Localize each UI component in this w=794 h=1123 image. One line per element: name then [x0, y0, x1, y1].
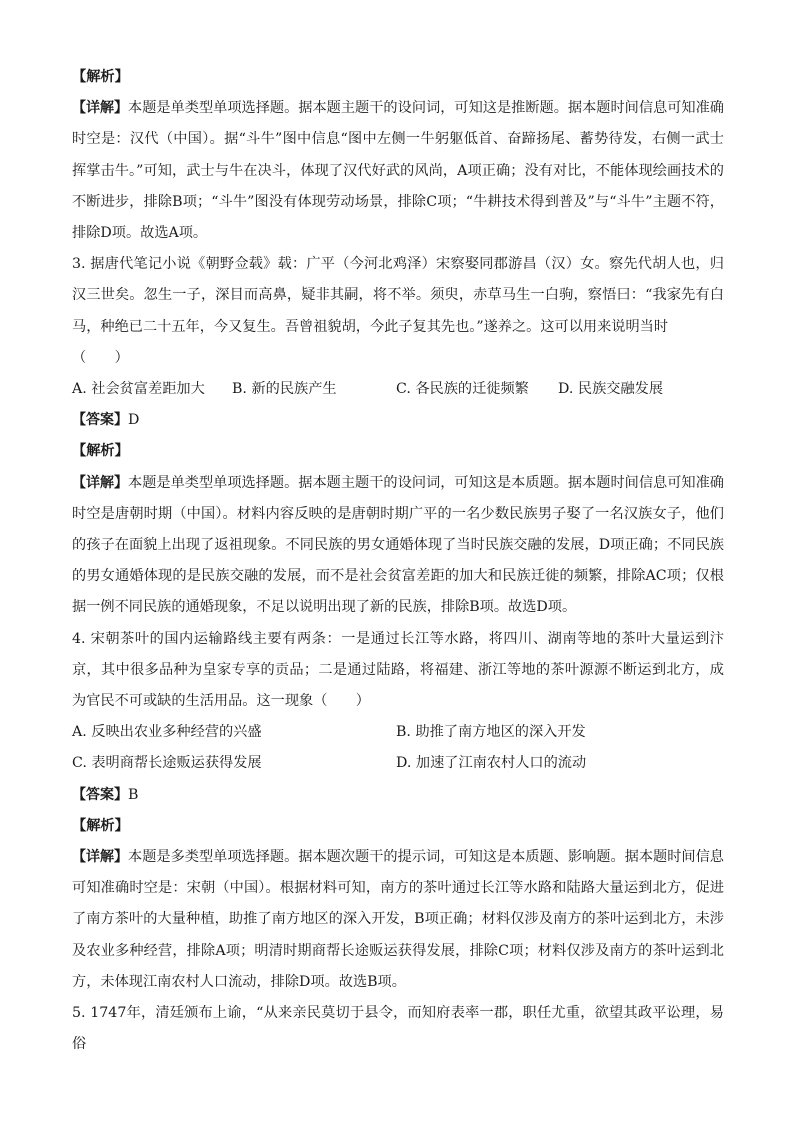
- q3-option-a: A. 社会贫富差距加大: [72, 381, 205, 397]
- detail-label: 【详解】: [72, 100, 129, 117]
- q4-options: [72, 717, 724, 779]
- q3-answer-parentheses: （ ）: [72, 349, 129, 366]
- q4-answer: [72, 780, 724, 811]
- answer-label: 【答案】: [72, 412, 128, 429]
- detail-label: 【详解】: [72, 848, 129, 865]
- q4-option-b: B. 助推了南方地区的深入开发: [396, 724, 586, 741]
- q4-option-c: C. 表明商帮长途贩运获得发展: [72, 755, 262, 772]
- analysis-label: 【解析】: [72, 443, 129, 460]
- q4-detail: [72, 842, 724, 998]
- q4-option-a: A. 反映出农业多种经营的兴盛: [72, 724, 262, 741]
- q3-detail-text: 本题是单类型单项选择题。据本题主题干的设问词，可知这是本质题。据本题时间信息可知准确时空是唐朝时期（中国）。材料内容反映的是唐朝时期广平的一名少数民族男子娶了一名汉族女子，他们的孩子在面貌上出现了返祖现象。不同民族的男女通婚体现了当时民族交融的发展，D项正确；不同民族的男女通婚体现的是民族交融的发展，而不是社会贫富差距的加大和民族迁徙的频繁，排除AC项；仅根据一例不同民族的通婚现象，不足以说明出现了新的民族，排除B项。故选D项。: [72, 474, 724, 616]
- q3-answer-value: D: [128, 412, 140, 429]
- detail-label: 【详解】: [72, 474, 129, 491]
- q2-detail: [72, 93, 724, 249]
- answer-label: 【答案】: [72, 786, 128, 803]
- q3-stem: 3. 据唐代笔记小说《朝野佥载》载：广平（今河北鸡泽）宋察娶同郡游昌（汉）女。察先代胡人也，归汉三世矣。忽生一子，深目而高鼻，疑非其嗣，将不举。须臾，赤草马生一白驹，察悟曰：“我家先有白马，种绝已二十五年，今又复生。吾曾祖貌胡，今此子复其先也。”遂养之。这可以用来说明当时: [72, 256, 724, 335]
- q3-option-d: D. 民族交融发展: [558, 381, 664, 397]
- document-page: [72, 62, 724, 1060]
- q3-option-b: B. 新的民族产生: [232, 381, 337, 397]
- q4-answer-value: B: [128, 786, 139, 803]
- q3-options: [72, 374, 724, 405]
- analysis-label: 【解析】: [72, 69, 129, 85]
- analysis-label: 【解析】: [72, 817, 129, 834]
- q3-answer: [72, 405, 724, 436]
- q4-option-d: D. 加速了江南农村人口的流动: [396, 755, 587, 772]
- q3-option-c: C. 各民族的迁徙频繁: [396, 381, 529, 397]
- q5-stem: 5. 1747年，清廷颁布上谕，“从来亲民莫切于县令，而知府表率一郡，职任尤重，欲望其政平讼理，易俗: [72, 1005, 724, 1053]
- q2-detail-text: 本题是单类型单项选择题。据本题主题干的设问词，可知这是推断题。据本题时间信息可知准确时空是：汉代（中国）。据“斗牛”图中信息“图中左侧一牛躬躯低首、奋蹄扬尾、蓄势待发，右侧一武士挥掌击牛。”可知，武士与牛在决斗，体现了汉代好武的风尚，A项正确；没有对比，不能体现绘画技术的不断进步，排除B项；“斗牛”图没有体现劳动场景，排除C项；“牛耕技术得到普及”与“斗牛”主题不符，排除D项。故选A项。: [72, 100, 724, 241]
- q4-stem: 4. 宋朝茶叶的国内运输路线主要有两条：一是通过长江等水路，将四川、湖南等地的茶叶大量运到汴京，其中很多品种为皇家专享的贡品；二是通过陆路，将福建、浙江等地的茶叶源源不断运到北方，成为官民不可或缺的生活用品。这一现象（ ）: [72, 630, 724, 709]
- q3-detail: [72, 468, 724, 624]
- q4-detail-text: 本题是多类型单项选择题。据本题次题干的提示词，可知这是本质题、影响题。据本题时间信息可知准确时空是：宋朝（中国）。根据材料可知，南方的茶叶通过长江等水路和陆路大量运到北方，促进了南方茶叶的大量种植，助推了南方地区的深入开发，B项正确；材料仅涉及南方的茶叶运到北方，未涉及农业多种经营，排除A项；明清时期商帮长途贩运获得发展，排除C项；材料仅涉及南方的茶叶运到北方，未体现江南农村人口流动，排除D项。故选B项。: [72, 848, 724, 990]
